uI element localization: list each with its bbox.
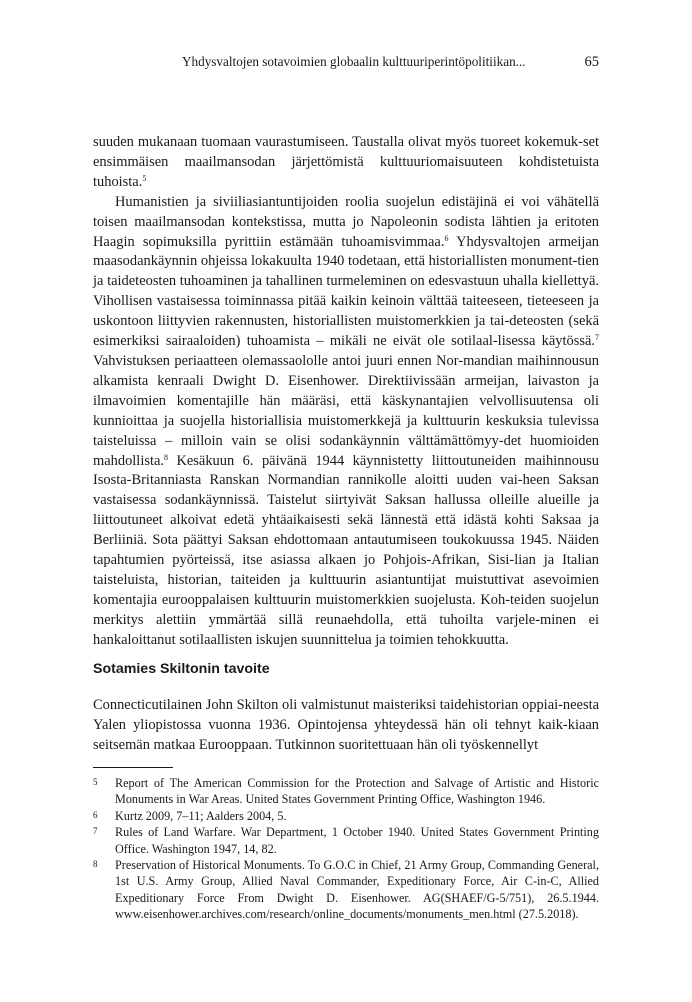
footnote: [93, 775, 599, 808]
footnote-ref: 5: [142, 173, 147, 183]
paragraph-text: Vahvistuksen periaatteen olemassaololle antoi juuri ennen Nor-mandian maihinnousun alkamista kenraali Dwight D. Eisenhower. Direktiivissään armeijan, laivaston ja ilmavoimien komentajille hän määräsi, että käskynantajien velvollisuutensa oli kunnioittaa ja suojella historiallisia muistomerkkejä ja kulttuurin keskuksia tulevissa taisteluissa – milloin vain se olisi sodankäynnin välttämättömyy-det huomioiden mahdollista.: [93, 352, 599, 469]
footnote-number: 8: [93, 859, 98, 870]
paragraph-text: Humanistien ja siviiliasiantuntijoiden roolia suojelun edistäjinä ei voi vähätellä toisen maailmansodan kontekstissa, mutta jo Napoleonin sodista lähtien ja eritoten Haagin sopimuksilla pyrittiin estämään tuhoamisvimmaa.: [93, 193, 599, 250]
paragraph-text: Yhdysvaltojen armeijan maasodankäynnin ohjeissa lokakuulta 1940 todetaan, että historiallisten monument-tien ja taideteosten tuhoaminen ja tahallinen turmeleminen on edesvastuun uhalla kiellettyä. Vihollisen vastaisessa toiminnassa pitää kaikin keinoin välttää taiteeseen, tieteeseen ja uskontoon liittyvien rakennusten, historiallisten muistomerkkien ja tai-deteosten (sekä esimerkiksi sairaaloiden) tuhoamista – mikäli ne eivät ole sotilaal-lisessa käytössä.: [93, 233, 599, 350]
footnote: [93, 857, 599, 923]
footnote-ref: 8: [163, 452, 168, 462]
footnote-number: 5: [93, 777, 98, 787]
section-heading: Sotamies Skiltonin tavoite: [93, 661, 270, 677]
footnotes: [93, 775, 599, 923]
paragraph-text: Kesäkuun 6. päivänä 1944 käynnistetty liittoutuneiden maihinnousu Isosta-Britanniasta Ranskan Normandian rannikolle aloitti uuden vai-heen Saksan vastaisessa sodankäynnissä. Taistelut siirtyivät Saksan hallussa olleille alueille ja liittoutuneet alkoivat edetä yhtäaikaisesti sekä lännestä että idästä kohti Saksaa ja Berliiniä. Sota päättyi Saksan ehdottomaan antautumiseen toukokuussa 1945. Näiden tapahtumien pyörteissä, itse asiassa alkaen jo Pohjois-Afrikan, Sisi-lian ja Italian taisteluista, historian, taiteiden ja kulttuurin asiantuntijat muistuttivat asevoimien komentajia eurooppalaisen kulttuurin muistomerkkien suojelusta. Koh-teiden suojelun merkitys alettiin ymmärtää sillä reunaehdolla, että tuhoilta varjele-minen ei hankaloittanut sotilaallisten iskujen suunnittelua ja toimien tehokkuutta.: [93, 452, 599, 648]
footnote: [93, 824, 599, 857]
footnote-number: 6: [93, 809, 98, 820]
body-text: [93, 133, 599, 651]
paragraph: Connecticutilainen John Skilton oli valmistunut maisteriksi taidehistorian oppiai-neesta Yalen yliopistossa vuonna 1936. Opintojensa yhteydessä hän oli tehnyt kaik-kiaan seitsemän matkaa Eurooppaan. Tutkinnon suoritettuaan hän oli työskennellyt: [93, 697, 599, 753]
footnote-text: Report of The American Commission for the Protection and Salvage of Artistic and Historic Monuments in War Areas. United States Government Printing Office, Washington 1946.: [115, 776, 599, 807]
footnote-text: Preservation of Historical Monuments. To G.O.C in Chief, 21 Army Group, Commanding General, 1st U.S. Army Group, Allied Naval Commander, Expeditionary Force, Air C-in-C, Allied Expeditionary Force From Dwight D. Eisenhower. AG(SHAEF/G-5/751), 26.5.1944. www.eisenhower.archives.com/research/online_documents/monuments_men.html (27.5.2018).: [115, 858, 599, 922]
running-title: Yhdysvaltojen sotavoimien globaalin kulttuuriperintöpolitiikan...: [182, 54, 526, 69]
paragraph: [93, 133, 599, 193]
footnote-text: Rules of Land Warfare. War Department, 1 October 1940. United States Government Printing Office. Washington 1947, 14, 82.: [115, 825, 599, 856]
paragraph: [93, 193, 599, 651]
footnote-number: 7: [93, 826, 98, 837]
paragraph-text: suuden mukanaan tuomaan vaurastumiseen. Taustalla olivat myös tuoreet kokemuk-set ensimmäisen maailmansodan järjettömistä kulttuuriomaisuuteen kohdistetuista tuhoista.: [93, 134, 599, 190]
footnote-text: Kurtz 2009, 7–11; Aalders 2004, 5.: [115, 808, 287, 823]
footnote: [93, 808, 599, 824]
section-body: [93, 696, 599, 756]
page-number: 65: [584, 54, 599, 70]
footnote-ref: 7: [595, 333, 599, 343]
footnote-divider: [93, 767, 173, 768]
footnote-ref: 6: [444, 233, 449, 243]
